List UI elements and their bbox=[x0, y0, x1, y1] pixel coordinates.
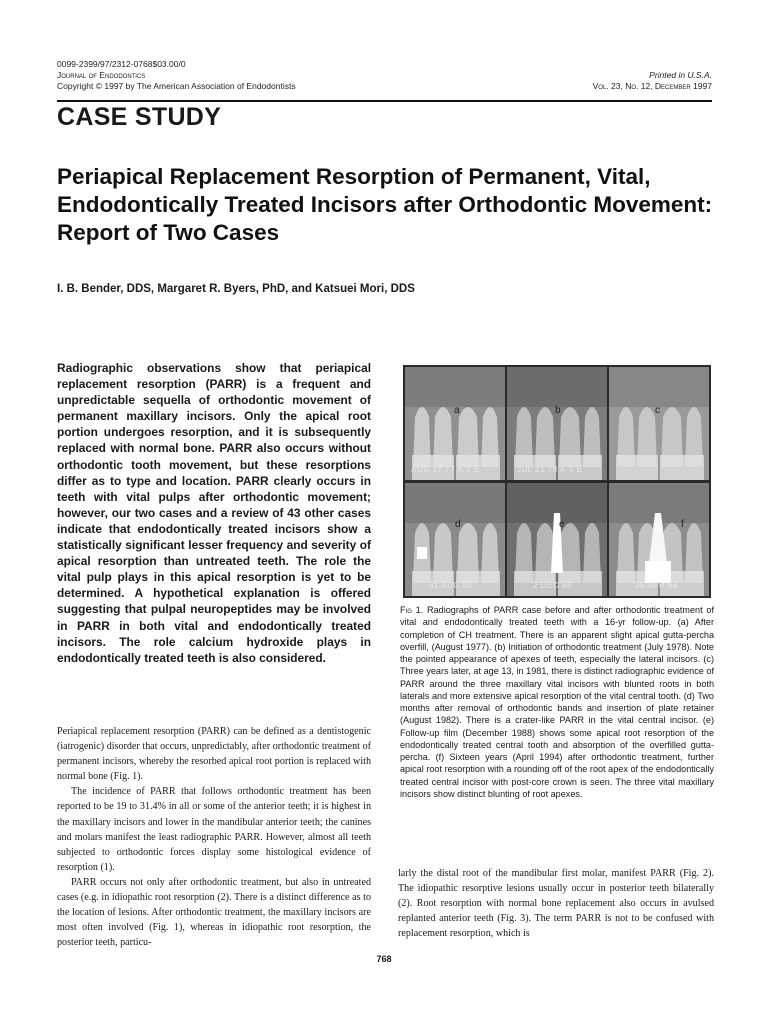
radiograph-panel-b bbox=[507, 367, 607, 480]
caption-text: Radiographs of PARR case before and after orthodontic treatment of vital and endodontically treated teeth with a 16-yr follow-up. (a) After completion of CH treatment. There is an apparent slight apical gutta-percha overfill, (August 1977). (b) Initiation of orthodontic treatment (July 1978). Note the pointed appearance of apexes of teeth, especially the lateral incisors. (c) Three years later, at age 13, in 1981, there is distinct radiographic evidence of PARR around the three maxillary vital incisors with blunted roots in both laterals and more extensive apical resorption of the vital central tooth. (d) Two months after removal of orthodontic bands and insertion of plate retainer (August 1982). There is a crater-like PARR in the vital central incisor. (e) Follow-up film (December 1988) shows some apical root resorption of the endodontically treated central tooth and absorption of the overfilled gutta-percha. (f) Sixteen years (April 1994) after orthodontic treatment, further apical root resorption with a rounding off of the root apex of the endodontically treated central incisor with post-core crown is seen. The three vital maxillary incisors show distinct blunting of root apexes. bbox=[400, 605, 714, 799]
author-line: I. B. Bender, DDS, Margaret R. Byers, PhD, and Katsuei Mori, DDS bbox=[57, 283, 415, 295]
journal-header-left bbox=[57, 59, 296, 92]
journal-header-right bbox=[593, 70, 712, 92]
radiograph-image bbox=[609, 483, 709, 596]
panel-date: JUL 21 78 K T E bbox=[517, 465, 583, 474]
radiograph-panel-d bbox=[405, 483, 505, 596]
body-column-right bbox=[398, 866, 714, 941]
body-paragraph: PARR occurs not only after orthodontic treatment, but also in untreated cases (e.g. in idiopathic root resorption (2). There is a distinct difference as to the location of lesions. After orthodontic treatment, the maxillary incisors are most often involved (Fig. 1), whereas in idiopathic root resorption, the posterior teeth, particu- bbox=[57, 876, 371, 949]
section-label: CASE STUDY bbox=[57, 103, 222, 131]
panel-label: b bbox=[555, 405, 561, 416]
radiograph-panel-c bbox=[609, 367, 709, 480]
body-paragraph: larly the distal root of the mandibular first molar, manifest PARR (Fig. 2). The idiopathic resorptive lesions usually occur in posterior teeth bilaterally (2). Root resorption with normal bone replacement also occurs in avulsed replanted anterior teeth (Fig. 3). The term PARR is not to be confused with replacement resorption, which is bbox=[398, 868, 714, 940]
article-title: Periapical Replacement Resorption of Permanent, Vital, Endodontically Treated Incisors after Orthodontic Movement: Report of Two Cases bbox=[57, 164, 713, 245]
page-number: 768 bbox=[376, 954, 392, 964]
abstract: Radiographic observations show that periapical replacement resorption (PARR) is a frequent and unpredictable sequella of orthodontic movement of permanent maxillary incisors. Only the apical root portion undergoes resorption, and it is subsequently replaced with normal bone. PARR also occurs without orthodontic tooth movement, but these resorptions differ as to type and location. PARR clearly occurs in teeth with vital pulps after orthodontic movement; however, our two cases and a review of 43 other cases indicate that endodontically treated incisors show a statistically significant lesser frequency and severity of apical resorption than untreated teeth. The role the vital pulp plays in this apical resorption is yet to be determined. A hypothetical explanation is offered suggesting that pulpal neuropeptides may be involved in PARR in both vital and endodontically treated incisors. The role calcium hydroxide plays in endodontically treated teeth is also considered. bbox=[57, 361, 371, 665]
figure-caption bbox=[400, 604, 714, 800]
body-column-left bbox=[57, 724, 371, 950]
panel-label: a bbox=[454, 405, 460, 416]
volume-line: Vol. 23, No. 12, December 1997 bbox=[592, 81, 712, 91]
copyright-line: Copyright © 1997 by The American Association of Endodontists bbox=[57, 81, 296, 91]
panel-date: 2 DEC 88 bbox=[533, 581, 572, 590]
radiograph-image bbox=[405, 367, 505, 480]
body-paragraph: Periapical replacement resorption (PARR) can be defined as a dentistogenic (iatrogenic) disorder that occurs, unpredictably, after orthodontic treatment of permanent incisors, whereby the resorbed apical root portion is replaced with normal bone (Fig. 1). bbox=[57, 726, 371, 783]
panel-date: 31 AUG 82 bbox=[429, 581, 473, 590]
radiograph-image bbox=[507, 367, 607, 480]
radiograph-panel-a bbox=[405, 367, 505, 480]
figure-label: Fig 1. bbox=[400, 605, 424, 615]
panel-label: e bbox=[559, 519, 565, 530]
article-code: 0099-2399/97/2312-0768$03.00/0 bbox=[57, 59, 186, 69]
radiograph-image bbox=[405, 483, 505, 596]
radiograph-image bbox=[507, 483, 607, 596]
printed-in: Printed in U.S.A. bbox=[649, 70, 712, 80]
panel-date: 25 APR 94 bbox=[635, 581, 678, 590]
journal-name: Journal of Endodontics bbox=[57, 70, 146, 80]
panel-label: c bbox=[655, 405, 660, 416]
panel-date: AUG 17 77 K T E bbox=[411, 465, 481, 474]
radiograph-panel-e bbox=[507, 483, 607, 596]
radiograph-panel-f bbox=[609, 483, 709, 596]
panel-label: d bbox=[455, 519, 461, 530]
body-paragraph: The incidence of PARR that follows orthodontic treatment has been reported to be 19 to 31.4% in all or some of the anterior teeth; it is highest in the maxillary incisors and lower in the mandibular anterior teeth; the canines and molars manifest the least radiographic PARR. However, almost all teeth subjected to orthodontic forces display some histological evidence of resorption (1). bbox=[57, 786, 371, 873]
radiograph-image bbox=[609, 367, 709, 480]
panel-label: f bbox=[681, 519, 684, 530]
header-rule bbox=[57, 100, 712, 102]
radiograph-figure bbox=[403, 365, 711, 598]
